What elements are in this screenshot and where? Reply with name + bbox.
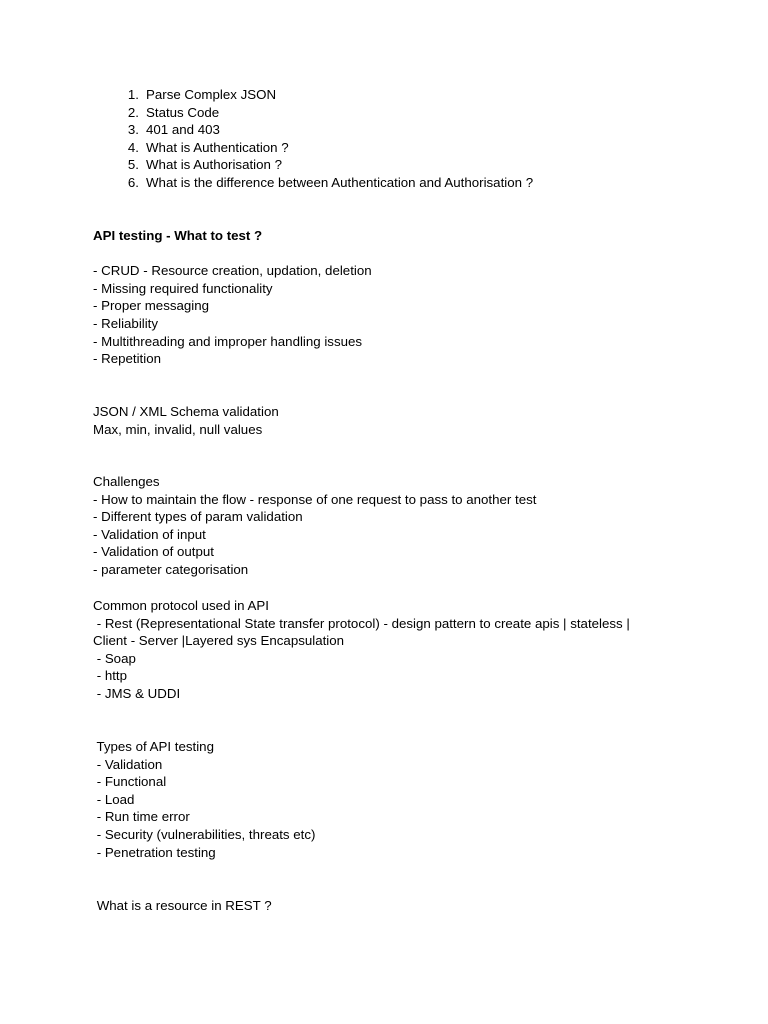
list-item [110,139,533,157]
list-item: - Missing required functionality [93,280,273,296]
api-testing-section [93,227,372,368]
list-item-text: What is the difference between Authentication and Authorisation ? [146,174,534,190]
list-item: - Rest (Representational State transfer protocol) - design pattern to create apis | stateless | [93,615,630,631]
list-item-number: 2. [127,104,139,120]
protocols-section [93,597,630,703]
list-item-text: 401 and 403 [146,122,220,138]
list-item: - CRUD - Resource creation, updation, deletion [93,263,372,279]
list-item-text: Status Code [146,104,220,120]
list-item: - Different types of param validation [93,509,303,525]
list-item: Client - Server |Layered sys Encapsulation [93,633,345,649]
list-item: - Multithreading and improper handling issues [93,333,363,349]
section-heading: Types of API testing [93,739,214,754]
list-item [110,156,533,174]
text-line: JSON / XML Schema validation [93,404,279,419]
list-item: - JMS & UDDI [93,685,181,701]
list-item-number: 3. [127,122,139,138]
section-heading: Challenges [93,474,160,489]
list-item: - Validation [93,756,163,772]
list-item: - parameter categorisation [93,561,249,577]
list-item: - Functional [93,774,167,790]
resource-section [93,897,272,915]
list-item-number: 4. [127,139,139,155]
types-section [93,738,315,861]
list-item: - Soap [93,650,136,666]
section-heading: API testing - What to test ? [93,228,263,243]
list-item-text: Parse Complex JSON [146,87,277,102]
section-heading: Common protocol used in API [93,598,269,613]
list-item-text: What is Authorisation ? [146,157,282,173]
list-item-number: 6. [127,174,139,190]
text-line: Max, min, invalid, null values [93,421,263,437]
list-item: - Validation of input [93,526,206,542]
list-item: - Validation of output [93,544,214,560]
schema-section [93,403,279,438]
list-item-number: 5. [127,157,139,173]
list-item [110,86,533,104]
list-item: - Run time error [93,809,190,825]
numbered-list [110,86,533,192]
list-item: - Reliability [93,315,159,331]
spacer [93,245,372,263]
list-item [110,121,533,139]
list-item: - http [93,668,127,684]
list-item: - How to maintain the flow - response of one request to pass to another test [93,491,537,507]
list-item: - Security (vulnerabilities, threats etc) [93,826,316,842]
list-item: - Load [93,791,135,807]
list-item: - Penetration testing [93,844,216,860]
question-line: What is a resource in REST ? [93,898,272,913]
list-item [110,174,533,192]
list-item: - Proper messaging [93,298,210,314]
challenges-section [93,473,536,579]
list-item-text: What is Authentication ? [146,139,289,155]
list-item: - Repetition [93,351,161,367]
list-item-number: 1. [127,87,139,102]
list-item [110,104,533,122]
